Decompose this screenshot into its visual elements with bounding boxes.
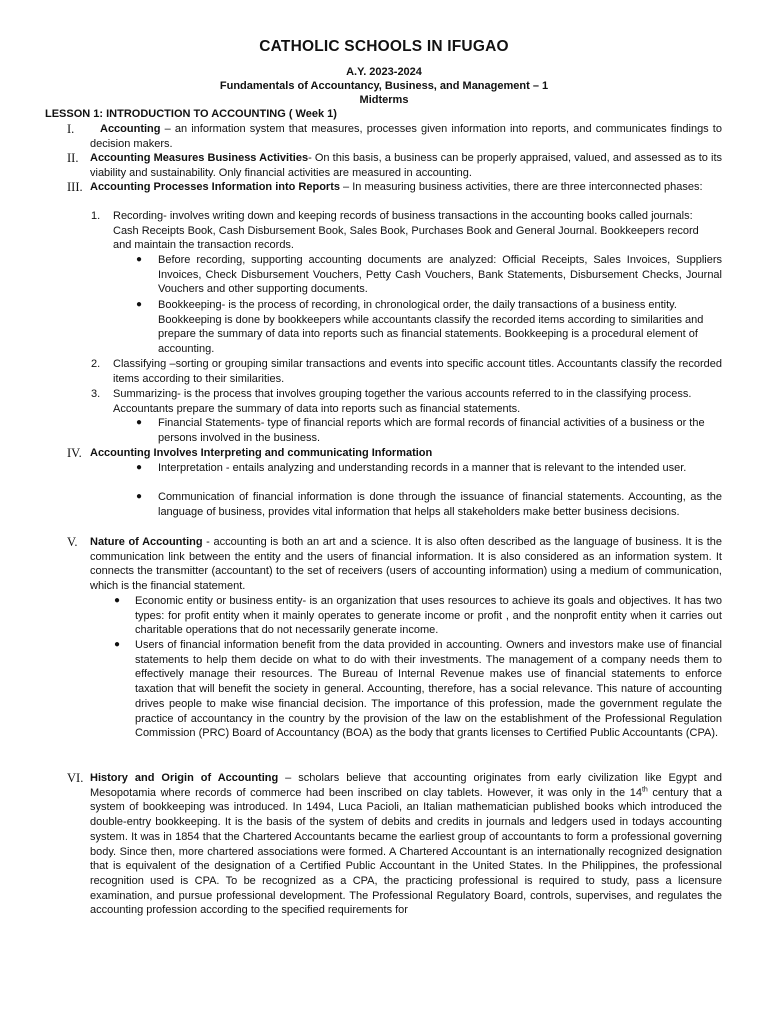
bullet-icon: ● [136,417,143,428]
section-text: – In measuring business activities, there are three interconnected phases: [339,181,703,193]
academic-year: A.Y. 2023-2024 [346,66,422,78]
section-accounting [90,122,722,151]
section-numeral: I. [67,122,75,136]
bullet-financial-statements: Financial Statements- type of financial reports which are formal records of financial activities of a business or the persons involved in the business. [158,417,705,444]
term-label: Midterms [359,94,409,106]
section-title: Nature of Accounting [90,536,203,548]
section-title: Accounting Processes Information into Reports [90,181,340,193]
bullet-documents: Before recording, supporting accounting documents are analyzed: Official Receipts, Sales Invoices, Suppliers Invoices, Check Disbursement Vouchers, Petty Cash Vouchers, Bank Statements, Disbursement Checks, Journal Vouchers and other supporting documents. [158,254,722,296]
course-title: Fundamentals of Accountancy, Business, and Management – 1 [219,80,549,92]
section-numeral: II. [67,151,79,165]
section-text: century that a system of bookkeeping was introduced. In 1494, Luca Pacioli, an Italian mathematician published books which introduced the double-entry bookkeeping. It is the basis of the system of debits and credits in journals and ledgers used in todays accounting system. It was in 1854 that the Chartered Accountants became the earliest group of accountants to form a professional governing body. Since then, more chartered associations were formed. A Chartered Accountant is an internationally recognized designation that is equivalent of the designation of a Certified Public Accountant in the United States. In the Philippines, the professional recognition used is CPA. To be recognized as a CPA, the practicing professional is required to study, pass a licensure examination, and pursue professional development. The Professional Regulatory Board, controls, supervises, and regulates the accounting profession according to the specified requirements for [90,786,722,917]
bullet-icon: ● [136,491,143,502]
section-title: Accounting Involves Interpreting and communicating Information [90,447,433,459]
section-numeral: VI. [67,771,84,785]
section-text: – an information system that measures, processes given information into reports, and communicates findings to decision makers. [90,123,722,150]
list-number: 3. [91,388,101,400]
bullet-bookkeeping: Bookkeeping- is the process of recording, in chronological order, the daily transactions of a business entity. Bookkeeping is done by bookkeepers while accountants classify the recorded items according to similarities and prepare the summary of data into reports such as financial statements. Bookkeeping is a procedural element of accounting. [158,299,704,356]
section-history [90,771,722,918]
lesson-heading: LESSON 1: INTRODUCTION TO ACCOUNTING ( Week 1) [45,108,337,120]
bullet-icon: ● [136,254,143,265]
bullet-icon: ● [114,639,121,650]
section-processes [90,180,722,195]
section-text: - accounting is both an art and a science. It is also often described as the language of business. It is the communication link between the entity and the users of financial information. It is also considered as an information system. It connects the transmitter (accountant) to the set of receivers (users of accounting information) using a medium of communication, which is the financial statement. [90,536,722,593]
section-title: Accounting Measures Business Activities [90,152,309,164]
superscript: th [641,786,648,794]
section-text: - On this basis, a business can be properly appraised, valued, and assessed as to its viability and sustainability. Only financial activities are measured in accounting. [90,152,723,179]
section-interpreting [90,446,722,461]
bullet-interpretation: Interpretation - entails analyzing and understanding records in a manner that is relevant to the intended user. [158,462,687,474]
section-measures [90,151,722,180]
bullet-users: Users of financial information benefit from the data provided in accounting. Owners and investors make use of financial statements to help them decide on what to do with their investments. The management of a company needs them to effectively manage their resources. The Bureau of Internal Revenue makes use of financial statements to enforce taxation that will benefit the society in general. Accounting, therefore, has a social relevance. This nature of accounting drives people to make wise financial decision. The importance of this profession, made the government regulate the practice of accountancy in the country by the provision of the law on the establishment of the Professional Regulation Commission (PRC) Board of Accountancy (BOA) as the body that grants licenses to Certified Public Accountants (CPA). [135,639,722,740]
bullet-icon: ● [136,299,143,310]
section-numeral: IV. [67,446,82,460]
list-item-recording: Recording- involves writing down and keeping records of business transactions in the accounting books called journals: Cash Receipts Book, Cash Disbursement Book, Sales Book, Purchases Book and General Journal. Bookkeepers record and maintain the transaction records. [113,210,699,252]
list-item-classifying: Classifying –sorting or grouping similar transactions and events into specific account titles. Accountants classify the recorded items according to their similarities. [113,358,722,385]
bullet-communication: Communication of financial information is done through the issuance of financial statements. Accounting, as the language of business, provides vital information that helps all stakeholders make better business decisions. [158,491,722,518]
list-item-summarizing: Summarizing- is the process that involves grouping together the various accounts referred to in the classifying process. Accountants prepare the summary of data into reports such as financial statements. [113,388,692,415]
section-numeral: III. [67,180,83,194]
bullet-icon: ● [136,462,143,473]
bullet-economic-entity: Economic entity or business entity- is an organization that uses resources to achieve its goals and objectives. It has two types: for profit entity when it mainly operates to generate income or profit , and the nonprofit entity when it carries out charitable operations that do not necessarily generate income. [135,595,722,637]
section-title: History and Origin of Accounting [90,772,279,784]
section-nature [90,535,722,594]
list-number: 1. [91,210,101,222]
section-text: – scholars believe that accounting originates from early civilization like Egypt and Mesopotamia where records of commerce had been inscribed on clay tablets. However, it was only in the 14 [90,772,722,799]
school-title: CATHOLIC SCHOOLS IN IFUGAO [259,38,509,55]
section-numeral: V. [67,535,78,549]
section-title: Accounting [100,123,161,135]
list-number: 2. [91,358,101,370]
bullet-icon: ● [114,595,121,606]
